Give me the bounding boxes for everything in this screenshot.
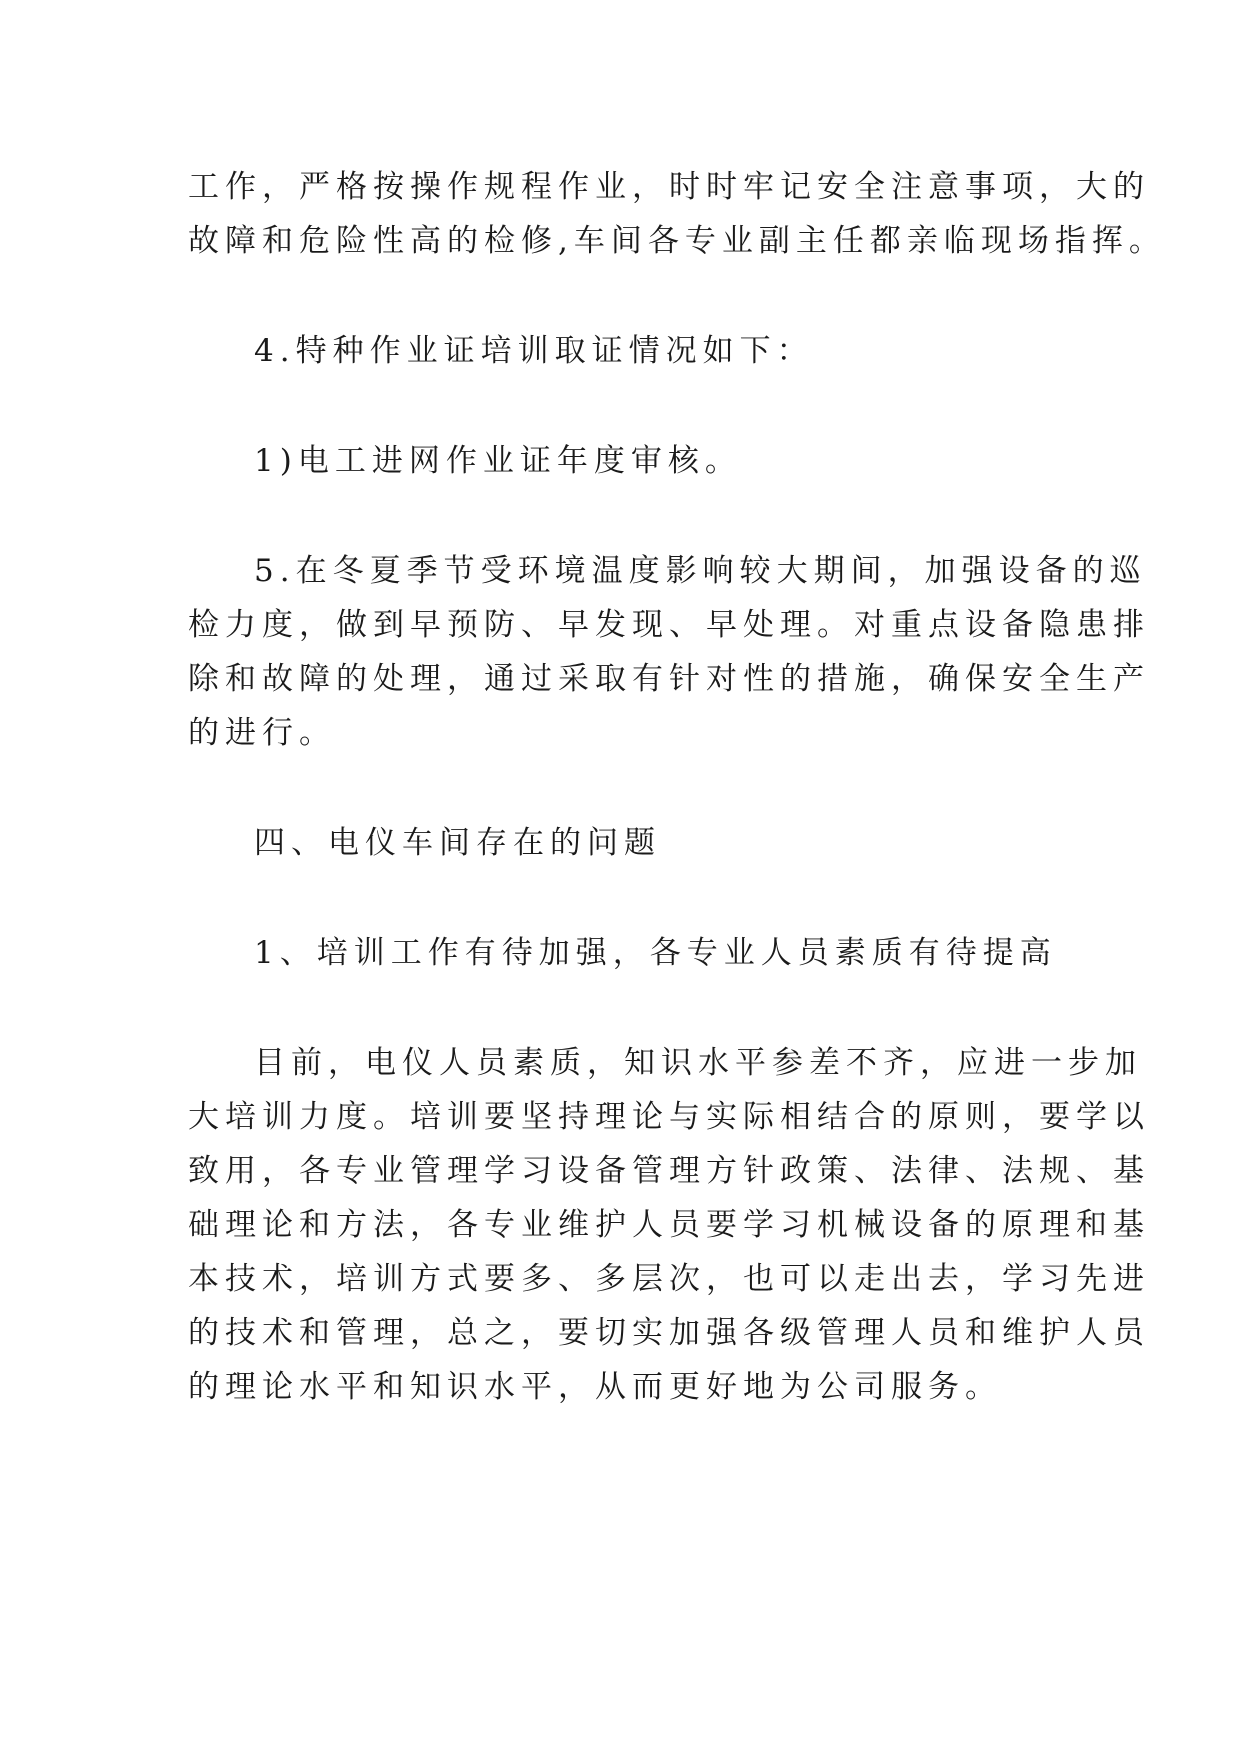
- text-line: 致用，各专业管理学习设备管理方针政策、法律、法规、基: [188, 1153, 1150, 1189]
- text-line: 础理论和方法，各专业维护人员要学习机械设备的原理和基: [188, 1207, 1150, 1243]
- text-line: 故障和危险性高的检修,车间各专业副主任都亲临现场指挥。: [188, 223, 1166, 259]
- document-body: [188, 160, 1166, 1414]
- paragraph-safety-work: [188, 160, 1166, 268]
- section-heading-problems: [188, 816, 1048, 870]
- text-line: 目前，电仪人员素质，知识水平参差不齐，应进一步加: [254, 1045, 1142, 1081]
- text-line: 四、电仪车间存在的问题: [254, 825, 661, 861]
- subheading-training: [188, 926, 1057, 980]
- text-line: 的进行。: [188, 715, 336, 751]
- text-line: 本技术，培训方式要多、多层次，也可以走出去，学习先进: [188, 1261, 1150, 1297]
- paragraph-training-details: [188, 1036, 1150, 1414]
- text-line: 工作，严格按操作规程作业，时时牢记安全注意事项，大的: [188, 169, 1150, 205]
- text-line: 的理论水平和知识水平，从而更好地为公司服务。: [188, 1369, 1002, 1405]
- text-line: 4.特种作业证培训取证情况如下：: [254, 333, 814, 369]
- text-line: 1)电工进网作业证年度审核。: [254, 443, 742, 479]
- paragraph-seasonal-inspection: [188, 544, 1150, 760]
- text-line: 5.在冬夏季节受环境温度影响较大期间，加强设备的巡: [254, 553, 1147, 589]
- text-line: 除和故障的处理，通过采取有针对性的措施，确保安全生产: [188, 661, 1150, 697]
- text-line: 大培训力度。培训要坚持理论与实际相结合的原则，要学以: [188, 1099, 1150, 1135]
- text-line: 的技术和管理，总之，要切实加强各级管理人员和维护人员: [188, 1315, 1150, 1351]
- text-line: 检力度，做到早预防、早发现、早处理。对重点设备隐患排: [188, 607, 1150, 643]
- text-line: 1、培训工作有待加强，各专业人员素质有待提高: [254, 935, 1057, 971]
- paragraph-electrician-certificate: [188, 434, 1048, 488]
- paragraph-special-certificate-heading: [188, 324, 1048, 378]
